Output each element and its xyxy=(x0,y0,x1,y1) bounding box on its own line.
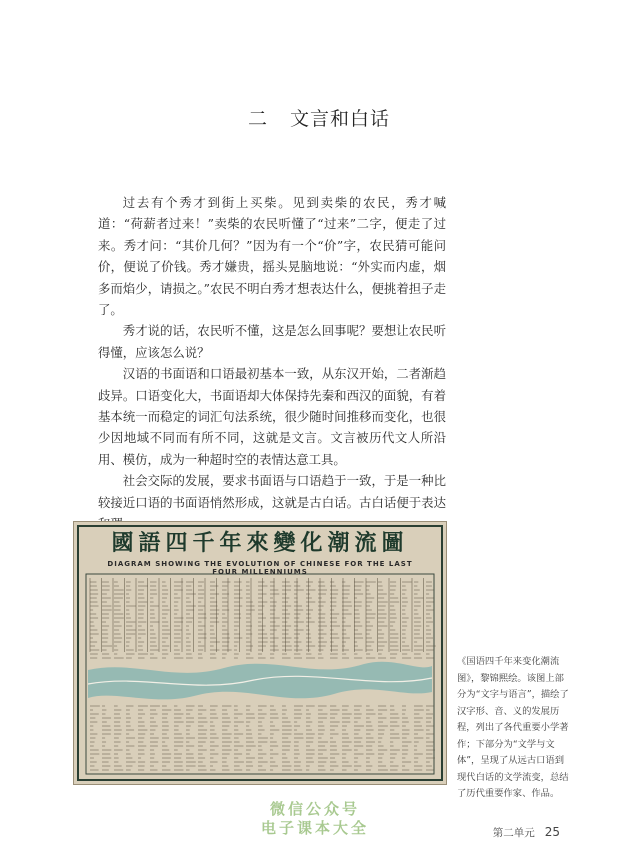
watermark-line: 微信公众号 xyxy=(269,800,360,818)
lesson-title xyxy=(0,104,638,131)
chart-title: 國語四千年來變化潮流圖 xyxy=(111,530,409,556)
watermark-line: 电子课本大全 xyxy=(260,819,369,837)
paragraph: 汉语的书面语和口语最初基本一致，从东汉开始，二者渐趋歧异。口语变化大，书面语却大体保持先秦和西汉的面貌，有着基本统一而稳定的词汇句法系统，很少随时间推移而变化，也很少因地域不同而有所不同，这就是文言。文言被历代文人所沿用、模仿，成为一种超时空的表情达意工具。 xyxy=(98,366,446,467)
paragraph: 社会交际的发展，要求书面语与口语趋于一致，于是一种比较接近口语的书面语悄然形成，这就是古白话。古白话便于表达 xyxy=(98,473,446,510)
unit-label: 第二单元 xyxy=(492,827,535,839)
lesson-title-text: 文言和白话 xyxy=(290,108,391,130)
body-text xyxy=(98,192,446,535)
page-footer xyxy=(493,825,560,840)
page-number: 25 xyxy=(544,825,560,839)
paragraph: 过去有个秀才到街上买柴。见到卖柴的农民，秀才喊道：“荷薪者过来！”卖柴的农民听懂了“过来”二字，便走了过来。秀才问：“其价几何？”因为有一个“价”字，农民猜可能问价，便说了价钱。秀才嫌贵，摇头晃脑地说：“外实而内虚，烟多而焰少，请损之。”农民不明白秀才想表达什么，便挑着担子走了。 xyxy=(98,195,446,318)
watermark xyxy=(230,800,400,838)
lesson-number: 二 xyxy=(247,108,268,130)
evolution-chart-image xyxy=(73,521,447,785)
figure-caption: 《国语四千年来变化潮流图》，黎锦熙绘。该图上部分为“文字与语言”，描绘了汉字形、音、义的发展历程，列出了各代重要小学著作；下部分为“文学与文体”，呈现了从远古口语到现代白话的文学流变，总结了历代重要作家、作品。 xyxy=(457,656,569,799)
chart-subtitle: DIAGRAM SHOWING THE EVOLUTION OF CHINESE FOR THE LAST FOUR MILLENNIUMS xyxy=(107,560,413,576)
paragraph: 秀才说的话，农民听不懂，这是怎么回事呢？要想让农民听得懂，应该怎么说？ xyxy=(98,323,446,360)
